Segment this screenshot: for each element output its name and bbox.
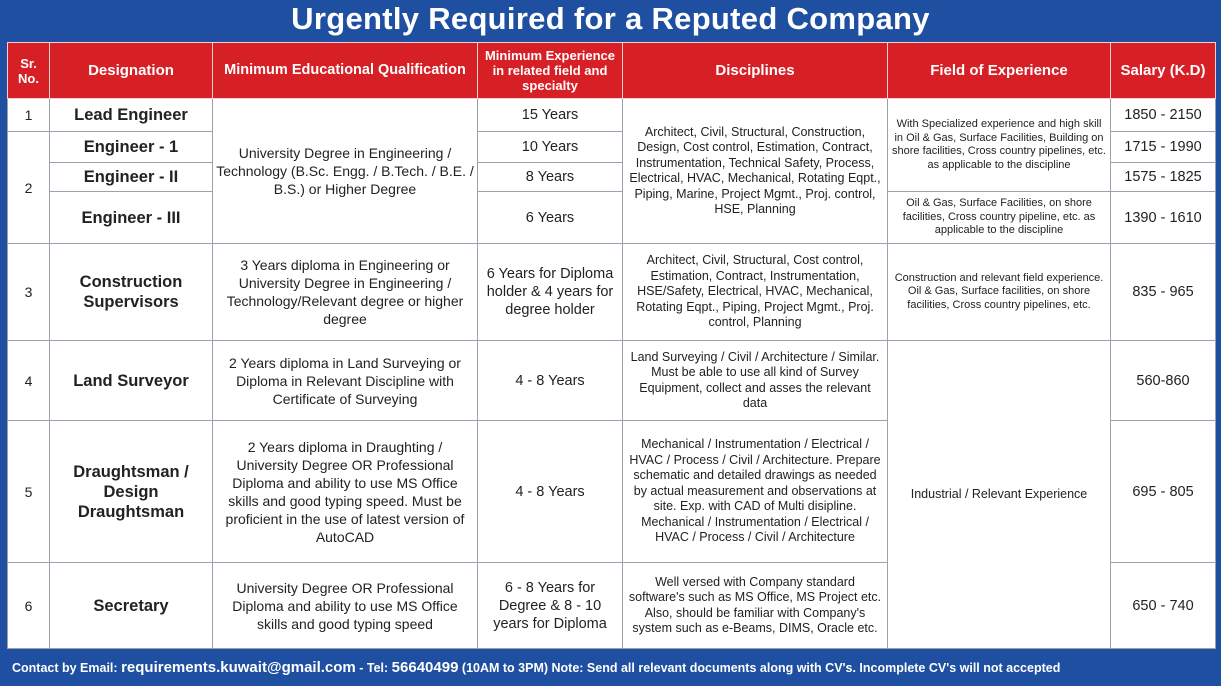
cell-designation: Engineer - III bbox=[50, 192, 213, 244]
cell-salary: 560-860 bbox=[1111, 341, 1216, 421]
table-row bbox=[8, 244, 1216, 341]
cell-qualification: 3 Years diploma in Engineering or University Degree in Engineering / Technology/Relevant degree or higher degree bbox=[213, 244, 478, 341]
cell-designation: Secretary bbox=[50, 563, 213, 649]
footer-tel[interactable]: 56640499 bbox=[391, 659, 459, 676]
cell-field: Oil & Gas, Surface Facilities, on shore facilities, Cross country pipeline, etc. as applicable to the discipline bbox=[888, 192, 1111, 244]
cell-salary: 835 - 965 bbox=[1111, 244, 1216, 341]
cell-designation: Land Surveyor bbox=[50, 341, 213, 421]
cell-disciplines: Architect, Civil, Structural, Construction, Design, Cost control, Estimation, Contract, Instrumentation, Technical Safety, Process, Electrical, HVAC, Mechanical, Rotating Eqpt., Piping, Marine, Project Mgmt., Proj. control, HSE, Planning bbox=[623, 99, 888, 244]
cell-designation: Engineer - II bbox=[50, 163, 213, 192]
cell-experience: 4 - 8 Years bbox=[478, 421, 623, 563]
cell-designation: Construction Supervisors bbox=[50, 244, 213, 341]
cell-experience: 10 Years bbox=[478, 132, 623, 163]
table-header-row bbox=[8, 43, 1216, 99]
cell-qualification: 2 Years diploma in Draughting / University Degree OR Professional Diploma and ability to use MS Office skills and good typing speed. Must be proficient in the use of latest version of AutoCAD bbox=[213, 421, 478, 563]
header-srno: Sr. No. bbox=[8, 43, 50, 99]
table-row bbox=[8, 99, 1216, 132]
cell-salary: 1850 - 2150 bbox=[1111, 99, 1216, 132]
cell-disciplines: Mechanical / Instrumentation / Electrical / HVAC / Process / Civil / Architecture. Prepare schematic and detailed drawings as needed by actual measurement and observations at site. Exp. with CAD of Multi disipline. Mechanical / Instrumentation / Electrical / HVAC / Process / Civil / Architecture bbox=[623, 421, 888, 563]
cell-srno: 6 bbox=[8, 563, 50, 649]
cell-srno: 4 bbox=[8, 341, 50, 421]
footer-note: Note: Send all relevant documents along with CV's. Incomplete CV's will not accepted bbox=[551, 661, 1061, 675]
cell-experience: 6 Years bbox=[478, 192, 623, 244]
cell-salary: 695 - 805 bbox=[1111, 421, 1216, 563]
cell-designation: Engineer - 1 bbox=[50, 132, 213, 163]
header-field: Field of Experience bbox=[888, 43, 1111, 99]
footer-contact-label: Contact by Email: bbox=[12, 661, 118, 675]
cell-srno: 1 bbox=[8, 99, 50, 132]
table-row bbox=[8, 192, 1216, 244]
cell-experience: 4 - 8 Years bbox=[478, 341, 623, 421]
cell-qualification: 2 Years diploma in Land Surveying or Diploma in Relevant Discipline with Certificate of Surveying bbox=[213, 341, 478, 421]
cell-designation: Lead Engineer bbox=[50, 99, 213, 132]
cell-disciplines: Land Surveying / Civil / Architecture / Similar. Must be able to use all kind of Survey Equipment, collect and asses the relevant data bbox=[623, 341, 888, 421]
footer-email-link[interactable]: requirements.kuwait@gmail.com bbox=[121, 659, 356, 676]
header-disciplines: Disciplines bbox=[623, 43, 888, 99]
cell-srno: 2 bbox=[8, 132, 50, 244]
cell-salary: 1715 - 1990 bbox=[1111, 132, 1216, 163]
cell-qualification: University Degree in Engineering / Technology (B.Sc. Engg. / B.Tech. / B.E. / B.S.) or Higher Degree bbox=[213, 99, 478, 244]
cell-experience: 6 Years for Diploma holder & 4 years for degree holder bbox=[478, 244, 623, 341]
footer-hours: (10AM to 3PM) bbox=[461, 661, 549, 675]
header-qualification: Minimum Educational Qualification bbox=[213, 43, 478, 99]
header-salary: Salary (K.D) bbox=[1111, 43, 1216, 99]
cell-field: Construction and relevant field experience. Oil & Gas, Surface facilities, on shore facilities, Cross country pipelines, etc. bbox=[888, 244, 1111, 341]
cell-experience: 15 Years bbox=[478, 99, 623, 132]
cell-salary: 1390 - 1610 bbox=[1111, 192, 1216, 244]
header-designation: Designation bbox=[50, 43, 213, 99]
header-experience: Minimum Experience in related field and specialty bbox=[478, 43, 623, 99]
page-title: Urgently Required for a Reputed Company bbox=[291, 1, 930, 36]
table-row bbox=[8, 341, 1216, 421]
jobs-table bbox=[7, 42, 1216, 649]
cell-designation: Draughtsman / Design Draughtsman bbox=[50, 421, 213, 563]
cell-disciplines: Architect, Civil, Structural, Cost control, Estimation, Contract, Instrumentation, HSE/Safety, Electrical, HVAC, Mechanical, Rotating Eqpt., Piping, Project Mgmt., Proj. control, Planning bbox=[623, 244, 888, 341]
footer-tel-label: - Tel: bbox=[359, 661, 389, 675]
cell-field: Industrial / Relevant Experience bbox=[888, 341, 1111, 649]
cell-srno: 3 bbox=[8, 244, 50, 341]
cell-experience: 6 - 8 Years for Degree & 8 - 10 years for Diploma bbox=[478, 563, 623, 649]
cell-disciplines: Well versed with Company standard software's such as MS Office, MS Project etc. Also, should be familiar with Company's system such as e-Beams, DIMS, Oracle etc. bbox=[623, 563, 888, 649]
cell-field: With Specialized experience and high skill in Oil & Gas, Surface Facilities, Building on shore facilities, Cross country pipelines, etc. as applicable to the discipline bbox=[888, 99, 1111, 192]
cell-salary: 1575 - 1825 bbox=[1111, 163, 1216, 192]
cell-qualification: University Degree OR Professional Diploma and ability to use MS Office skills and good typing speed bbox=[213, 563, 478, 649]
cell-salary: 650 - 740 bbox=[1111, 563, 1216, 649]
cell-srno: 5 bbox=[8, 421, 50, 563]
cell-experience: 8 Years bbox=[478, 163, 623, 192]
footer-contact bbox=[0, 650, 1221, 686]
